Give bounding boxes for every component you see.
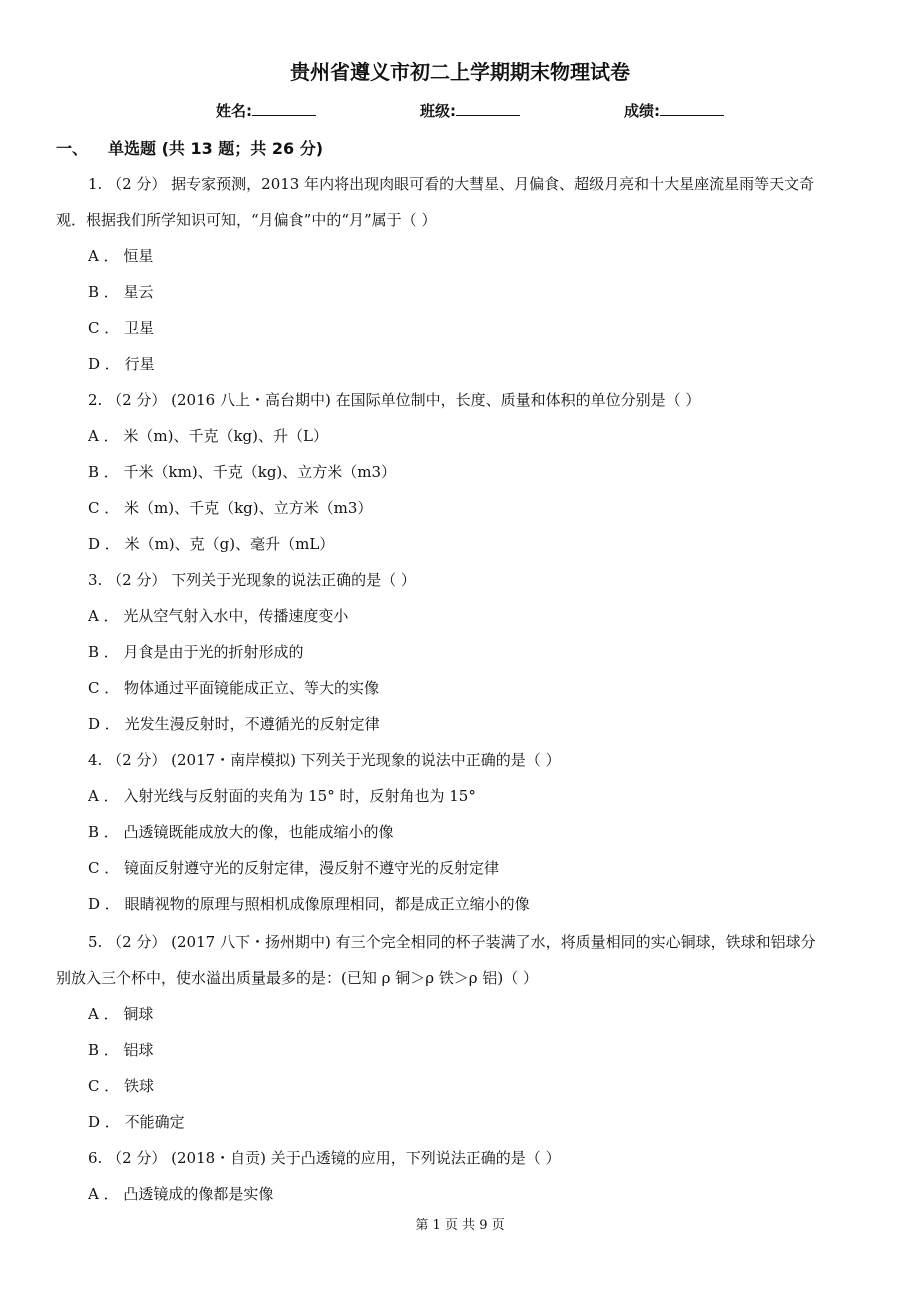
question-1-line-1: 1. （2 分） 据专家预测，2013 年内将出现肉眼可看的大彗星、月偏食、超级月亮和十大星座流星雨等天文奇 [88, 175, 815, 193]
question-5-option-a: A ． 铜球 [88, 1005, 154, 1023]
question-4-option-b: B ． 凸透镜既能成放大的像，也能成缩小的像 [88, 823, 394, 841]
question-3-line-1: 3. （2 分） 下列关于光现象的说法正确的是（ ） [88, 571, 416, 589]
question-2-option-d: D ． 米（m)、克（g)、毫升（mL） [88, 535, 335, 553]
question-1-option-a: A ． 恒星 [88, 247, 154, 265]
question-1-option-d: D ． 行星 [88, 355, 155, 373]
question-5-line-1: 5. （2 分） (2017 八下・扬州期中) 有三个完全相同的杯子装满了水，将质量相同的实心铜球，铁球和铝球分 [88, 933, 816, 951]
question-2-option-b: B ． 千米（km)、千克（kg)、立方米（m3） [88, 463, 397, 481]
name-blank [252, 101, 316, 116]
score-label: 成绩: [624, 102, 660, 120]
question-4-option-c: C ． 镜面反射遵守光的反射定律，漫反射不遵守光的反射定律 [88, 859, 500, 877]
question-3-option-d: D ． 光发生漫反射时，不遵循光的反射定律 [88, 715, 380, 733]
question-3-option-c: C ． 物体通过平面镜能成正立、等大的实像 [88, 679, 380, 697]
score-blank [660, 101, 724, 116]
question-6-line-1: 6. （2 分） (2018・自贡) 关于凸透镜的应用，下列说法正确的是（ ） [88, 1149, 561, 1167]
question-6-option-a: A ． 凸透镜成的像都是实像 [88, 1185, 274, 1203]
question-5-option-b: B ． 铝球 [88, 1041, 154, 1059]
class-label: 班级: [420, 102, 456, 120]
class-blank [456, 101, 520, 116]
question-5-option-d: D ． 不能确定 [88, 1113, 185, 1131]
question-5-option-c: C ． 铁球 [88, 1077, 155, 1095]
question-4-option-a: A ． 入射光线与反射面的夹角为 15° 时，反射角也为 15° [88, 787, 476, 805]
class-field [420, 100, 520, 121]
question-1-line-2: 观．根据我们所学知识可知，“月偏食”中的“月”属于（ ） [56, 211, 437, 229]
page-footer: 第 1 页 共 9 页 [415, 1218, 505, 1233]
question-2-option-a: A ． 米（m)、千克（kg)、升（L） [88, 427, 328, 445]
question-3-option-a: A ． 光从空气射入水中，传播速度变小 [88, 607, 349, 625]
section-text: 单选题 (共 13 题；共 26 分) [108, 139, 324, 158]
section-heading [56, 136, 323, 159]
section-number: 一、 [56, 139, 89, 158]
question-1-option-b: B ． 星云 [88, 283, 154, 301]
question-5-line-2: 别放入三个杯中，使水溢出质量最多的是：(已知 ρ 铜＞ρ 铁＞ρ 铝)（ ） [56, 969, 539, 987]
name-field [216, 100, 316, 121]
question-4-line-1: 4. （2 分） (2017・南岸模拟) 下列关于光现象的说法中正确的是（ ） [88, 751, 561, 769]
name-label: 姓名: [216, 102, 252, 120]
question-1-option-c: C ． 卫星 [88, 319, 155, 337]
question-4-option-d: D ． 眼睛视物的原理与照相机成像原理相同，都是成正立缩小的像 [88, 895, 530, 913]
question-2-line-1: 2. （2 分） (2016 八上・高台期中) 在国际单位制中，长度、质量和体积的单位分别是（ ） [88, 391, 701, 409]
page-title: 贵州省遵义市初二上学期期末物理试卷 [290, 60, 630, 84]
question-3-option-b: B ． 月食是由于光的折射形成的 [88, 643, 304, 661]
score-field [624, 100, 724, 121]
question-2-option-c: C ． 米（m)、千克（kg)、立方米（m3） [88, 499, 373, 517]
